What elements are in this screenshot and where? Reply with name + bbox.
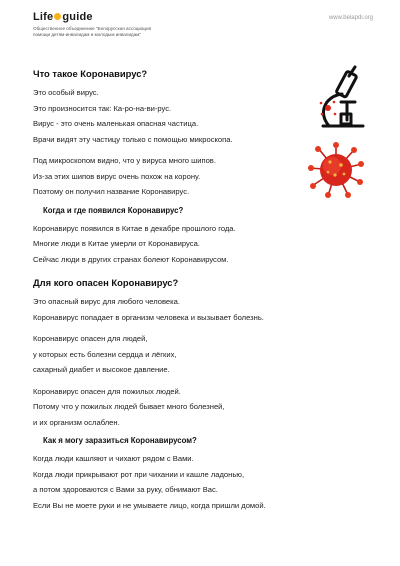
document-body (33, 68, 363, 513)
text-line: Многие люди в Китае умерли от Коронавируса. (33, 239, 200, 248)
text-line: Сейчас люди в других странах болеют Коронавирусом. (33, 254, 229, 264)
text-line: Под микроскопом видно, что у вируса много шипов. (33, 156, 216, 165)
text-line: сахарный диабет и высокое давление. (33, 365, 170, 374)
text-line: Это опасный вирус для любого человека. (33, 297, 180, 306)
text-line: Врачи видят эту частицу только с помощью микроскопа. (33, 134, 233, 144)
text-line: и их организм ослаблен. (33, 417, 120, 427)
text-line: Коронавирус попадает в организм человека и вызывает болезнь. (33, 312, 264, 322)
text-line: Если Вы не моете руки и не умываете лицо, когда пришли домой. (33, 500, 266, 510)
section-title-when: Когда и где появился Коронавирус? (43, 205, 184, 215)
logo: Life guide (33, 11, 93, 23)
text-line: а потом здороваются с Вами за руку, обнимают Вас. (33, 485, 218, 494)
text-line: Это особый вирус. (33, 88, 99, 97)
text-line: Из-за этих шипов вирус очень похож на корону. (33, 171, 201, 181)
text-line: Потому что у пожилых людей бывает много болезней, (33, 402, 225, 411)
text-line: Это произносится так: Ка-ро-на-ви-рус. (33, 103, 172, 113)
text-line: Коронавирус появился в Китае в декабре прошлого года. (33, 223, 236, 233)
text-line: Вирус - это очень маленькая опасная частица. (33, 119, 199, 128)
section-title-what: Что такое Коронавирус? (33, 68, 148, 79)
text-line: у которых есть болезни сердца и лёгких, (33, 349, 177, 359)
text-line: Коронавирус опасен для людей, (33, 334, 148, 343)
section-title-how: Как я могу заразиться Коронавирусом? (43, 436, 197, 445)
website-link[interactable]: www.belapdi.org (328, 15, 373, 21)
text-line: Коронавирус опасен для пожилых людей. (33, 386, 181, 396)
logo-dot-icon (54, 13, 61, 20)
page-header (33, 11, 373, 43)
organization-name: Общественное объединение "Белорусская ассоциация помощи детям-инвалидам и молодым инвалидам" (33, 26, 152, 37)
text-line: Поэтому он получил название Коронавирус. (33, 187, 190, 196)
section-title-who: Для кого опасен Коронавирус? (33, 277, 179, 288)
text-line: Когда люди кашляют и чихают рядом с Вами. (33, 454, 194, 463)
text-line: Когда люди прикрывают рот при чихании и кашле ладонью, (33, 469, 245, 479)
